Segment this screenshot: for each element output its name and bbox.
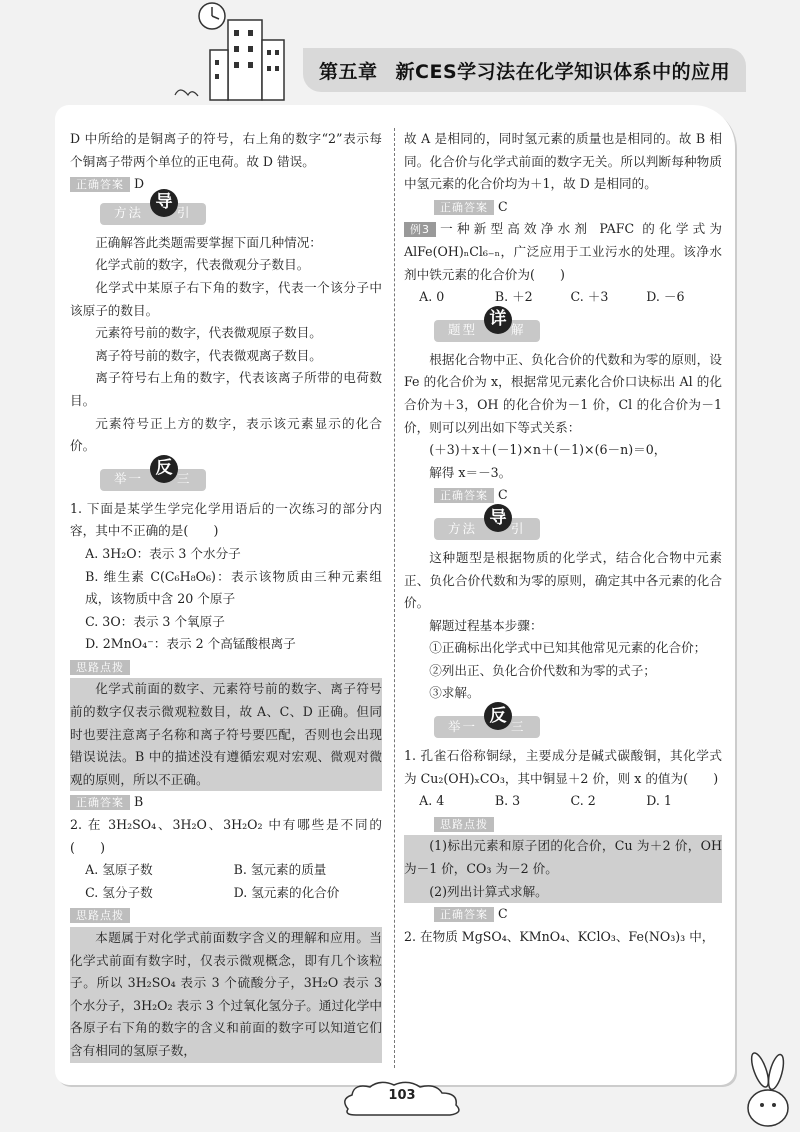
option: D. 2MnO₄⁻：表示 2 个高锰酸根离子	[85, 636, 296, 652]
option: B. 维生素 C(C₆H₈O₆)：表示该物质由三种元素组成，该物质中含 20 个原子	[85, 568, 382, 607]
answer-tag: 正确答案	[70, 177, 130, 192]
left-continuation: D 中所给的是铜离子的符号，右上角的数字“2”表示每个铜离子带两个单位的正电荷。故 D 错误。	[70, 131, 382, 169]
practice-badge: 举一 反 三	[70, 462, 382, 498]
hint-text: 本题属于对化学式前面数字含义的理解和应用。当化学式前面有数字时，仅表示微观概念，即有几个该粒子。所以 3H₂SO₄ 表示 3 个硫酸分子，3H₂O 表示 3 个水分子，3H₂O₂ 表示 3 个过氧化氢分子。通过化学中各原子右下角的数字的含义和前面的数字可以知道它们含有相同的氢原子数，	[70, 927, 382, 1063]
city-clock-illustration	[170, 0, 310, 110]
method-step: ①正确标出化学式中已知其他常见元素的化合价；	[429, 640, 707, 656]
answer-value: C	[498, 906, 508, 922]
method-line: 元素符号正上方的数字，表示该元素显示的化合价。	[70, 415, 382, 454]
option: A. 氢原子数	[85, 862, 153, 878]
question-2: 2. 在 3H₂SO₄、3H₂O、3H₂O₂ 中有哪些是不同的( )	[70, 817, 382, 855]
rabbit-icon	[740, 1050, 795, 1130]
question-1: 1. 下面是某学生学完化学用语后的一次练习的部分内容，其中不正确的是( )	[70, 500, 382, 539]
option: C. 2	[570, 793, 596, 809]
solution: 解得 x＝－3。	[429, 464, 512, 480]
option: D. 1	[646, 793, 672, 809]
answer-tag: 正确答案	[434, 488, 494, 503]
option: A. 3H₂O：表示 3 个水分子	[85, 545, 241, 561]
method-line: 离子符号前的数字，代表微观离子数目。	[95, 347, 322, 363]
practice-badge: 举一 反 三	[404, 709, 722, 745]
right-column	[404, 128, 722, 948]
option: D. 氢元素的化合价	[233, 884, 340, 900]
analysis-badge: 题型 详 解	[404, 313, 722, 349]
option: B. 氢元素的质量	[233, 862, 327, 878]
option: B. ＋2	[494, 289, 533, 305]
method-badge: 方法 导 引	[70, 196, 382, 232]
equation: (＋3)＋x＋(－1)×n＋(－1)×(6－n)＝0，	[429, 442, 667, 458]
method-text: 解题过程基本步骤：	[429, 617, 543, 633]
example-tag: 例3	[404, 222, 436, 237]
method-line: 化学式中某原子右下角的数字，代表一个该分子中该原子的数目。	[70, 279, 382, 318]
answer-value: D	[134, 176, 145, 192]
example-text: 一种新型高效净水剂 PAFC 的化学式为 AlFe(OH)ₙCl₆₋ₙ，广泛应用于工业污水的处理。该净水剂中铁元素的化合价为( )	[404, 221, 722, 282]
option: B. 3	[494, 793, 521, 809]
hint-text: (2)列出计算式求解。	[404, 881, 722, 904]
question-1: 1. 孔雀石俗称铜绿，主要成分是碱式碳酸铜，其化学式为 Cu₂(OH)ₓCO₃，其中铜显＋2 价，则 x 的值为( )	[404, 748, 722, 786]
chapter-header	[303, 48, 746, 92]
option: A. 0	[419, 289, 445, 305]
method-line: 正确解答此类题需要掌握下面几种情况：	[95, 234, 322, 250]
answer-value: C	[498, 487, 508, 503]
method-line: 元素符号前的数字，代表微观原子数目。	[95, 325, 322, 341]
answer-tag: 正确答案	[70, 795, 130, 810]
chapter-number: 第五章	[319, 60, 378, 83]
analysis-text: 根据化合物中正、负化合价的代数和为零的原则，设 Fe 的化合价为 x，根据常见元素化合价口诀标出 Al 的化合价为＋3，OH 的化合价为－1 价，Cl 的化合价为－1 价，则可以列出如下等式关系：	[404, 351, 722, 435]
hint-tag: 思路点拨	[70, 908, 130, 923]
option: C. 氢分子数	[85, 884, 153, 900]
question-2: 2. 在物质 MgSO₄、KMnO₄、KClO₃、Fe(NO₃)₃ 中，	[404, 928, 715, 944]
option: D. －6	[646, 289, 685, 305]
method-badge: 方法 导 引	[404, 511, 722, 547]
hint-text: (1)标出元素和原子团的化合价，Cu 为＋2 价，OH 为－1 价，CO₃ 为－2 价。	[404, 835, 722, 880]
column-divider	[394, 128, 395, 1068]
method-text: 这种题型是根据物质的化学式，结合化合物中元素正、负化合价代数和为零的原则，确定其中各元素的化合价。	[404, 549, 722, 611]
answer-value: C	[498, 198, 508, 214]
option: C. 3O：表示 3 个氧原子	[85, 613, 225, 629]
hint-tag: 思路点拨	[434, 817, 494, 832]
hint-tag: 思路点拨	[70, 660, 130, 675]
right-continuation: 故 A 是相同的，同时氢元素的质量也是相同的。故 B 相同。化合价与化学式前面的数字无关。所以判断每种物质中氢元素的化合价均为＋1，故 D 是相同的。	[404, 131, 722, 192]
method-line: 离子符号右上角的数字，代表该离子所带的电荷数目。	[70, 370, 382, 408]
answer-value: B	[134, 794, 144, 810]
page-number: 103	[388, 1088, 416, 1103]
chapter-title: 新CES学习法在化学知识体系中的应用	[395, 60, 731, 83]
option: C. ＋3	[570, 289, 609, 305]
method-line: 化学式前的数字，代表微观分子数目。	[95, 257, 310, 273]
hint-text: 化学式前面的数字、元素符号前的数字、离子符号前的数字仅表示微观粒数目，故 A、C、D 正确。但同时也要注意离子名称和离子符号要匹配，否则也会出现错误说法。B 中的描述没有遵循宏观对宏观、微观对微观的原则，所以不正确。	[70, 678, 382, 791]
method-step: ③求解。	[429, 685, 480, 701]
method-step: ②列出正、负化合价代数和为零的式子；	[429, 662, 656, 678]
answer-tag: 正确答案	[434, 907, 494, 922]
option: A. 4	[419, 793, 445, 809]
answer-tag: 正确答案	[434, 200, 494, 215]
left-column	[70, 128, 382, 1063]
